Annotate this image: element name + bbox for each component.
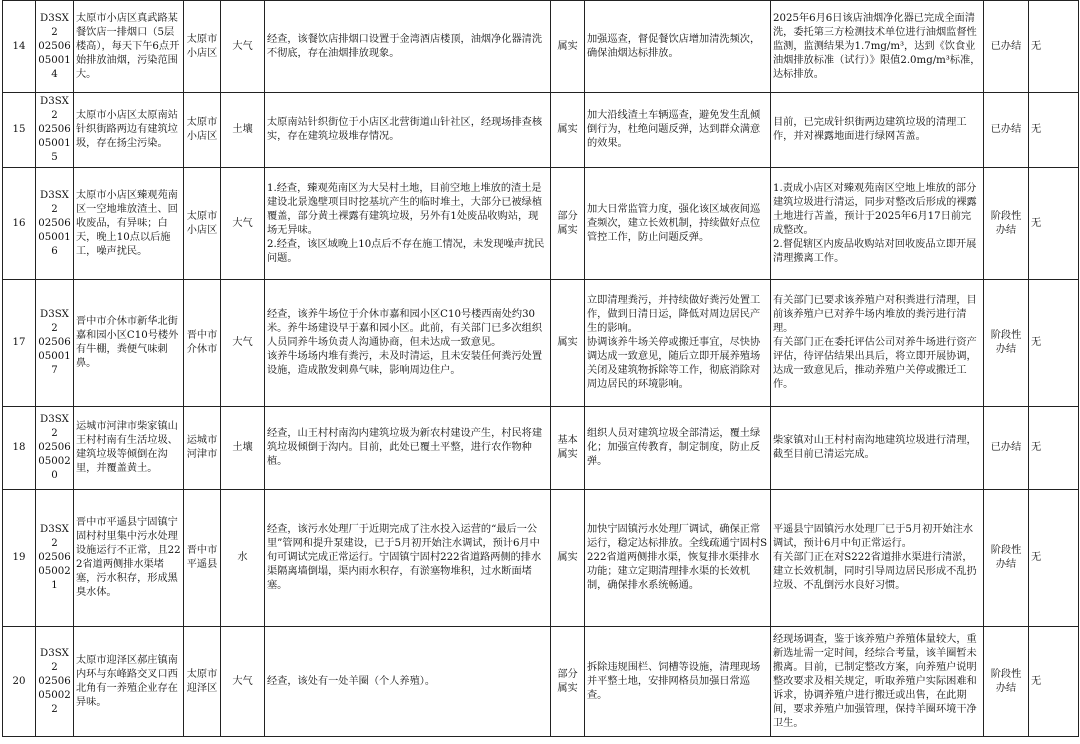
verdict: 部分属实 [551, 627, 585, 737]
pollution-type: 大气 [221, 168, 265, 280]
complaint-table [2, 0, 1079, 737]
case-code: D3SX2 02506 05001 7 [36, 280, 74, 407]
handling-status: 阶段性办结 [984, 168, 1029, 280]
accountability: 无 [1029, 280, 1079, 407]
row-number: 17 [3, 280, 36, 407]
verdict: 部分属实 [551, 168, 585, 280]
complaint-content: 晋中市介休市新华北街嘉和园小区C10号楼外有牛棚，粪便气味刺鼻。 [74, 280, 184, 407]
investigation-finding: 经查，该餐饮店排烟口设置于金湾酒店楼顶，油烟净化器清洗不彻底，存在油烟排放现象。 [265, 1, 551, 93]
rectification-progress: 有关部门已要求该养殖户对积粪进行清理，目前该养殖户已对养牛场内堆放的粪污进行清理。 有关部门正在委托评估公司对养牛场进行资产评估，待评估结果出具后，将立即开展协调，达成一致意见后，推动养殖户关停或搬迁工作。 [771, 280, 984, 407]
rectification-measures: 加强巡查，督促餐饮店增加清洗频次，确保油烟达标排放。 [585, 1, 771, 93]
row-number: 16 [3, 168, 36, 280]
administrative-area: 晋中市平遥县 [184, 490, 221, 627]
rectification-measures: 加大日常监管力度，强化该区域夜间巡查频次，建立长效机制，持续做好点位管控工作，防止问题反弹。 [585, 168, 771, 280]
row-number: 15 [3, 93, 36, 168]
rectification-measures: 加快宁固镇污水处理厂调试，确保正常运行，稳定达标排放。全线疏通宁固村S222省道两侧排水渠，恢复排水渠排水功能；建立定期清理排水渠的长效机制，确保排水系统畅通。 [585, 490, 771, 627]
accountability: 无 [1029, 627, 1079, 737]
table-row [3, 168, 1079, 280]
pollution-type: 大气 [221, 1, 265, 93]
accountability: 无 [1029, 490, 1079, 627]
investigation-finding: 太原南站针织街位于小店区北营街道山针社区，经现场排查核实，存在建筑垃圾堆存情况。 [265, 93, 551, 168]
complaint-content: 太原市小店区太原南站针织街路两边有建筑垃圾，存在扬尘污染。 [74, 93, 184, 168]
administrative-area: 运城市河津市 [184, 407, 221, 490]
accountability: 无 [1029, 93, 1079, 168]
table-row [3, 407, 1079, 490]
administrative-area: 太原市小店区 [184, 168, 221, 280]
complaint-content: 太原市小店区臻观苑南区一空地堆放渣土、回收废品，有异味；白天，晚上10点以后施工，噪声扰民。 [74, 168, 184, 280]
row-number: 19 [3, 490, 36, 627]
handling-status: 已办结 [984, 93, 1029, 168]
verdict: 属实 [551, 1, 585, 93]
investigation-finding: 1.经查，臻观苑南区为大吴村土地，目前空地上堆放的渣土是建设北景逸壁项目时挖基坑产生的临时堆土，大部分已被绿植覆盖，部分黄土裸露有建筑垃圾，另外有1处废品收购站，现场无异味。 2.经查，该区域晚上10点后不存在施工情况，未发现噪声扰民问题。 [265, 168, 551, 280]
rectification-progress: 经现场调查，鉴于该养殖户养殖体量较大，重新选址需一定时间，经综合考量，该羊圈暂未搬离。目前，已制定整改方案，向养殖户说明整改要求及相关规定，听取养殖户实际困难和诉求，协调养殖户进行搬迁或出售，在此期间，要求养殖户加强管理，保持羊圈环境干净卫生。 [771, 627, 984, 737]
rectification-measures: 立即清理粪污，并持续做好粪污处置工作，做到日清日运，降低对周边居民产生的影响。 协调该养牛场关停或搬迁事宜，尽快协调达成一致意见，随后立即开展养殖场关闭及建筑物拆除等工作，彻底消除对周边居民的环境影响。 [585, 280, 771, 407]
case-code: D3SX2 02506 05001 4 [36, 1, 74, 93]
rectification-measures: 组织人员对建筑垃圾全部清运，覆土绿化；加强宣传教育，制定制度，防止反弹。 [585, 407, 771, 490]
rectification-progress: 柴家镇对山王村村南沟地建筑垃圾进行清理，截至目前已清运完成。 [771, 407, 984, 490]
rectification-progress: 2025年6月6日该店油烟净化器已完成全面清洗，委托第三方检测技术单位进行油烟监督性监测，监测结果为1.7mg/m³，达到《饮食业油烟排放标准（试行）》限值2.0mg/m³标准，达标排放。 [771, 1, 984, 93]
administrative-area: 太原市小店区 [184, 93, 221, 168]
pollution-type: 大气 [221, 627, 265, 737]
verdict: 属实 [551, 280, 585, 407]
row-number: 14 [3, 1, 36, 93]
handling-status: 已办结 [984, 1, 1029, 93]
handling-status: 阶段性办结 [984, 280, 1029, 407]
table-row [3, 1, 1079, 93]
case-code: D3SX2 02506 05002 0 [36, 407, 74, 490]
verdict: 基本属实 [551, 407, 585, 490]
administrative-area: 太原市小店区 [184, 1, 221, 93]
pollution-type: 土壤 [221, 407, 265, 490]
verdict: 属实 [551, 93, 585, 168]
investigation-finding: 经查，该处有一处羊圈（个人养殖）。 [265, 627, 551, 737]
complaint-content: 太原市迎泽区郝庄镇南内环与东峰路交叉口西北角有一养殖企业存在异味。 [74, 627, 184, 737]
accountability: 无 [1029, 407, 1079, 490]
rectification-progress: 平遥县宁固镇污水处理厂已于5月初开始注水调试，预计6月中旬正常运行。 有关部门正在对S222省道排水渠进行清淤，建立长效机制，同时引导周边居民形成不乱扔垃圾、不乱倒污水良好习惯。 [771, 490, 984, 627]
pollution-type: 土壤 [221, 93, 265, 168]
row-number: 20 [3, 627, 36, 737]
pollution-type: 大气 [221, 280, 265, 407]
handling-status: 阶段性办结 [984, 490, 1029, 627]
table-row [3, 490, 1079, 627]
case-code: D3SX2 02506 05002 2 [36, 627, 74, 737]
complaint-content: 运城市河津市柴家镇山王村村南有生活垃圾、建筑垃圾等倾倒在沟里，并覆盖黄土。 [74, 407, 184, 490]
administrative-area: 太原市迎泽区 [184, 627, 221, 737]
table-row [3, 93, 1079, 168]
handling-status: 阶段性办结 [984, 627, 1029, 737]
pollution-type: 水 [221, 490, 265, 627]
accountability: 无 [1029, 168, 1079, 280]
verdict: 属实 [551, 490, 585, 627]
handling-status: 已办结 [984, 407, 1029, 490]
case-code: D3SX2 02506 05002 1 [36, 490, 74, 627]
rectification-progress: 1.责成小店区对臻观苑南区空地上堆放的部分建筑垃圾进行清运，同步对整改后形成的裸露土地进行苫盖，预计于2025年6月17日前完成整改。 2.督促辖区内废品收购站对回收废品立即开展清理搬离工作。 [771, 168, 984, 280]
rectification-measures: 加大沿线渣土车辆巡查，避免发生乱倾倒行为，杜绝问题反弹，达到群众满意的效果。 [585, 93, 771, 168]
investigation-finding: 经查，山王村村南沟内建筑垃圾为新农村建设产生，村民将建筑垃圾倾倒于沟内。目前，此处已覆土平整，进行农作物种植。 [265, 407, 551, 490]
case-code: D3SX2 02506 05001 6 [36, 168, 74, 280]
complaint-content: 晋中市平遥县宁固镇宁固村村里集中污水处理设施运行不正常，且222省道两侧排水渠堵塞，污水积存，形成黑臭水体。 [74, 490, 184, 627]
accountability: 无 [1029, 1, 1079, 93]
investigation-finding: 经查，该污水处理厂于近期完成了注水投入运营的“最后一公里”管网和提升泵建设，已于5月初开始注水调试，预计6月中旬可调试完成正常运行。宁固镇宁固村222省道路两侧的排水渠隔离墙倒塌，渠内雨水积存，有淤塞物堆积，过水断面堵塞。 [265, 490, 551, 627]
investigation-finding: 经查，该养牛场位于介休市嘉和园小区C10号楼西南处约30米。养牛场建设早于嘉和园小区。此前，有关部门已多次组织人员同养牛场负责人沟通协商，但未达成一致意见。 该养牛场场内堆有粪污，未及时清运，且未安装任何粪污处置设施，造成散发刺鼻气味，影响周边住户。 [265, 280, 551, 407]
rectification-progress: 目前，已完成针织街两边建筑垃圾的清理工作，并对裸露地面进行绿网苫盖。 [771, 93, 984, 168]
table-row [3, 627, 1079, 737]
case-code: D3SX2 02506 05001 5 [36, 93, 74, 168]
table-row [3, 280, 1079, 407]
administrative-area: 晋中市介休市 [184, 280, 221, 407]
rectification-measures: 拆除违规围栏、饲槽等设施，清理现场并平整土地，安排网格员加强日常巡查。 [585, 627, 771, 737]
row-number: 18 [3, 407, 36, 490]
complaint-content: 太原市小店区真武路某餐饮店一排烟口（5层楼高），每天下午6点开始排放油烟，污染范围大。 [74, 1, 184, 93]
